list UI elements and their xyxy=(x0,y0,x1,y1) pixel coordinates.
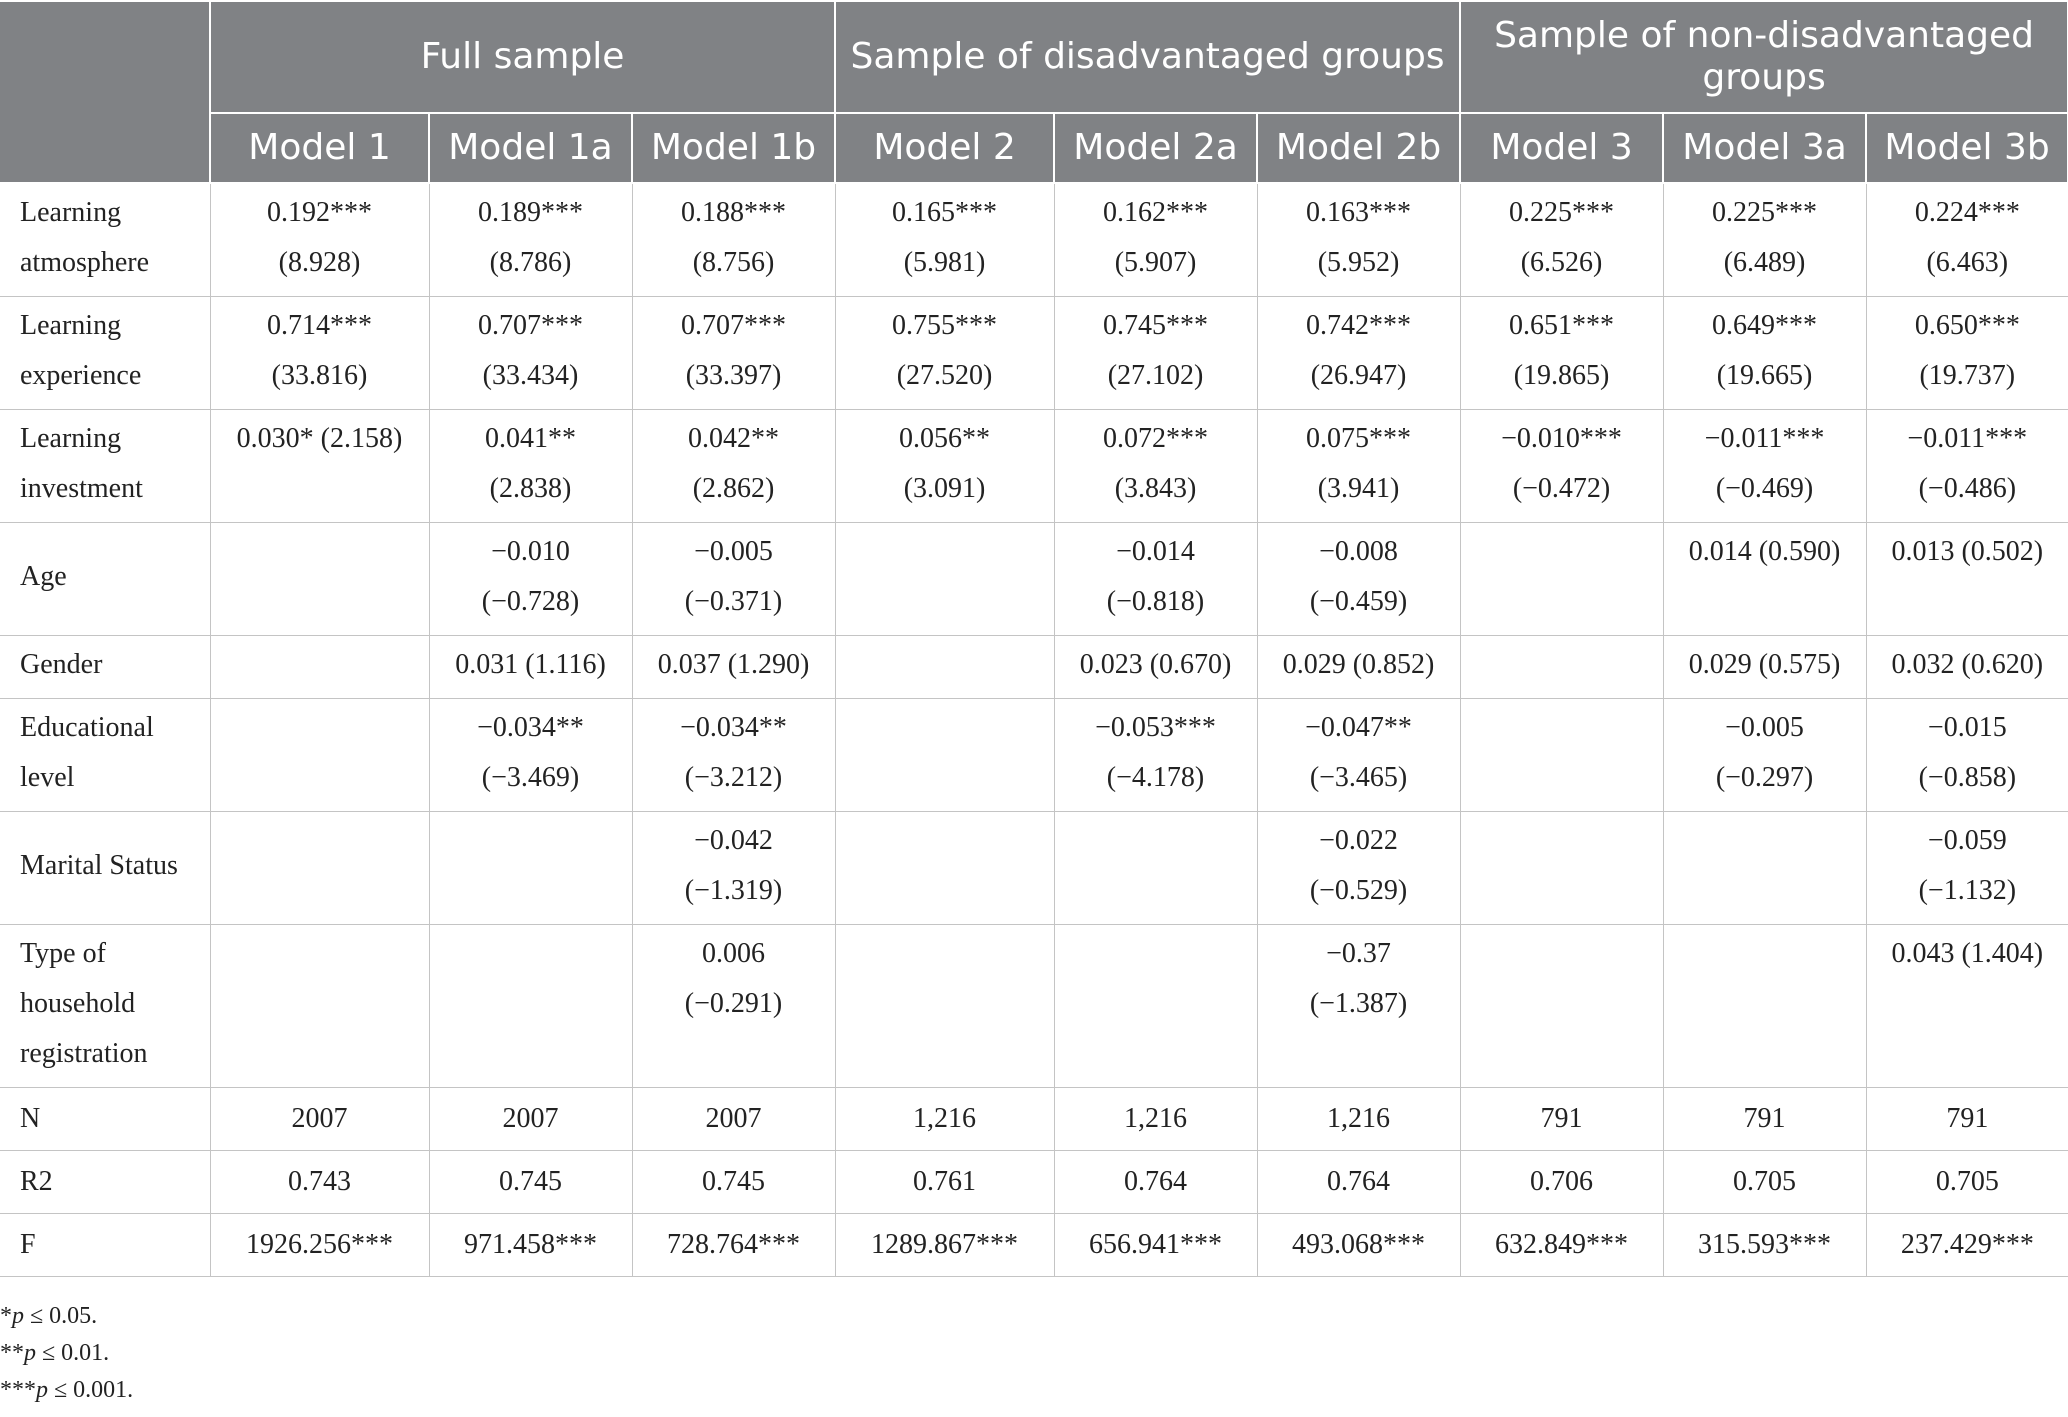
row-label: Learning atmosphere xyxy=(0,183,210,297)
coefficient-value: 0.745 xyxy=(499,1166,562,1197)
row-label: Age xyxy=(0,523,210,636)
coefficient-value: 2007 xyxy=(291,1103,348,1134)
table-cell xyxy=(210,1088,429,1151)
table-cell xyxy=(210,523,429,636)
table-cell xyxy=(1257,636,1460,699)
table-cell xyxy=(835,1151,1054,1214)
table-cell xyxy=(1054,1088,1257,1151)
table-cell xyxy=(1257,699,1460,812)
table-cell xyxy=(1054,636,1257,699)
table-cell xyxy=(632,410,835,523)
t-statistic-value: (−0.371) xyxy=(684,586,783,617)
coefficient-value: 0.755*** xyxy=(892,310,998,341)
coefficient-value: −0.008 xyxy=(1319,536,1398,567)
table-cell xyxy=(1866,1088,2068,1151)
coefficient-value: 0.192*** xyxy=(267,197,372,228)
coefficient-value: −0.010*** xyxy=(1501,423,1622,454)
coefficient-value: 0.056** xyxy=(899,423,991,454)
coefficient-value: 791 xyxy=(1540,1103,1583,1134)
coefficient-value: 971.458*** xyxy=(464,1229,597,1260)
coefficient-value: 0.029 (0.852) xyxy=(1282,649,1435,680)
t-statistic-value: (19.865) xyxy=(1513,360,1610,391)
footnote-threshold: ≤ 0.01. xyxy=(36,1340,110,1366)
table-cell xyxy=(429,636,632,699)
t-statistic-value: (19.737) xyxy=(1919,360,2016,391)
table-cell xyxy=(1257,410,1460,523)
coefficient-value: −0.014 xyxy=(1116,536,1195,567)
footnote-p: p xyxy=(36,1377,48,1403)
table-cell xyxy=(1866,699,2068,812)
coefficient-value: 0.037 (1.290) xyxy=(657,649,810,680)
coefficient-value: −0.047** xyxy=(1305,712,1412,743)
t-statistic-value: (−1.319) xyxy=(684,875,783,906)
table-cell xyxy=(210,297,429,410)
t-statistic-value: (−1.387) xyxy=(1309,988,1408,1019)
table-cell xyxy=(835,699,1054,812)
t-statistic-value: (8.756) xyxy=(692,247,775,278)
coefficient-value: 0.745 xyxy=(702,1166,766,1197)
coefficient-value: 0.707*** xyxy=(478,310,583,341)
coefficient-value: 1,216 xyxy=(913,1103,977,1134)
coefficient-value: 791 xyxy=(1946,1103,1989,1134)
coefficient-value: 0.650*** xyxy=(1914,310,2020,341)
table-cell xyxy=(1460,410,1663,523)
coefficient-value: −0.011*** xyxy=(1907,423,2028,454)
coefficient-value: 632.849*** xyxy=(1495,1229,1629,1260)
model-header: Model 1a xyxy=(429,113,632,183)
table-cell xyxy=(835,636,1054,699)
table-row xyxy=(0,410,2068,523)
table-cell xyxy=(632,1088,835,1151)
coefficient-value: −0.034** xyxy=(477,712,584,743)
table-cell xyxy=(1460,699,1663,812)
table-cell xyxy=(1663,1214,1866,1277)
t-statistic-value: (2.838) xyxy=(489,473,572,504)
coefficient-value: 0.029 (0.575) xyxy=(1688,649,1841,680)
table-cell xyxy=(429,183,632,297)
coefficient-value: 0.706 xyxy=(1530,1166,1594,1197)
coefficient-value: −0.042 xyxy=(694,825,773,856)
group-header-non-disadvantaged: Sample of non-disadvantaged groups xyxy=(1460,1,2068,113)
group-header-full-sample: Full sample xyxy=(210,1,835,113)
t-statistic-value: (3.091) xyxy=(903,473,986,504)
row-label: Learning investment xyxy=(0,410,210,523)
footnote-p: p xyxy=(24,1340,36,1366)
t-statistic-value: (−0.529) xyxy=(1309,875,1408,906)
table-cell xyxy=(1866,636,2068,699)
coefficient-value: 0.014 (0.590) xyxy=(1688,536,1841,567)
t-statistic-value: (−4.178) xyxy=(1106,762,1205,793)
table-cell xyxy=(429,812,632,925)
table-cell xyxy=(835,297,1054,410)
table-row xyxy=(0,1214,2068,1277)
coefficient-value: 0.224*** xyxy=(1914,197,2020,228)
table-cell xyxy=(1257,1151,1460,1214)
coefficient-value: 0.163*** xyxy=(1306,197,1412,228)
t-statistic-value: (33.434) xyxy=(482,360,579,391)
t-statistic-value: (27.102) xyxy=(1107,360,1204,391)
table-cell xyxy=(1663,297,1866,410)
table-cell xyxy=(1663,1088,1866,1151)
coefficient-value: 315.593*** xyxy=(1698,1229,1832,1260)
t-statistic-value: (27.520) xyxy=(896,360,993,391)
t-statistic-value: (5.907) xyxy=(1114,247,1197,278)
table-cell xyxy=(1054,183,1257,297)
coefficient-value: 0.225*** xyxy=(1712,197,1818,228)
table-cell xyxy=(429,523,632,636)
table-cell xyxy=(632,1214,835,1277)
table-row xyxy=(0,636,2068,699)
table-cell xyxy=(429,1151,632,1214)
table-cell xyxy=(1460,1088,1663,1151)
table-cell xyxy=(429,925,632,1088)
table-cell xyxy=(632,297,835,410)
t-statistic-value: (−0.728) xyxy=(481,586,580,617)
table-cell xyxy=(835,523,1054,636)
coefficient-value: 2007 xyxy=(705,1103,762,1134)
table-cell xyxy=(632,1151,835,1214)
coefficient-value: 1289.867*** xyxy=(871,1229,1019,1260)
table-cell xyxy=(835,1214,1054,1277)
coefficient-value: 0.743 xyxy=(288,1166,351,1197)
table-cell xyxy=(210,925,429,1088)
row-label: F xyxy=(0,1214,210,1277)
t-statistic-value: (−0.472) xyxy=(1512,473,1611,504)
table-cell xyxy=(210,1151,429,1214)
t-statistic-value: (3.941) xyxy=(1317,473,1400,504)
coefficient-value: 0.031 (1.116) xyxy=(455,649,606,680)
table-cell xyxy=(429,699,632,812)
table-cell xyxy=(429,1088,632,1151)
t-statistic-value: (3.843) xyxy=(1114,473,1197,504)
table-row xyxy=(0,297,2068,410)
table-cell xyxy=(429,297,632,410)
table-cell xyxy=(1054,1214,1257,1277)
model-header: Model 2 xyxy=(835,113,1054,183)
row-label: Marital Status xyxy=(0,812,210,925)
t-statistic-value: (5.981) xyxy=(903,247,986,278)
coefficient-value: 791 xyxy=(1743,1103,1786,1134)
coefficient-value: 0.225*** xyxy=(1509,197,1615,228)
table-cell xyxy=(1054,1151,1257,1214)
table-cell xyxy=(1054,297,1257,410)
table-cell xyxy=(1866,410,2068,523)
coefficient-value: −0.059 xyxy=(1927,825,2007,856)
footnote-threshold: ≤ 0.001. xyxy=(48,1377,134,1403)
footnote xyxy=(0,1298,133,1335)
model-header: Model 3 xyxy=(1460,113,1663,183)
coefficient-value: 0.651*** xyxy=(1509,310,1615,341)
coefficient-value: 0.705 xyxy=(1733,1166,1797,1197)
table-cell xyxy=(1460,812,1663,925)
table-cell xyxy=(1663,410,1866,523)
group-header-disadvantaged: Sample of disadvantaged groups xyxy=(835,1,1460,113)
table-cell xyxy=(835,1088,1054,1151)
coefficient-value: 0.032 (0.620) xyxy=(1891,649,2044,680)
table-cell xyxy=(1866,1214,2068,1277)
footnote-stars: ** xyxy=(0,1340,24,1366)
table-cell xyxy=(210,410,429,523)
model-header: Model 3b xyxy=(1866,113,2068,183)
model-header: Model 1 xyxy=(210,113,429,183)
coefficient-value: 0.649*** xyxy=(1712,310,1818,341)
table-cell xyxy=(835,812,1054,925)
coefficient-value: 0.013 (0.502) xyxy=(1891,536,2044,567)
coefficient-value: 0.043 (1.404) xyxy=(1891,938,2044,969)
coefficient-value: 728.764*** xyxy=(667,1229,801,1260)
coefficient-value: 0.189*** xyxy=(478,197,583,228)
table-cell xyxy=(1866,925,2068,1088)
table-cell xyxy=(210,699,429,812)
t-statistic-value: (6.526) xyxy=(1520,247,1603,278)
table-cell xyxy=(1460,1151,1663,1214)
table-row xyxy=(0,1088,2068,1151)
table-cell xyxy=(1460,636,1663,699)
table-cell xyxy=(1460,523,1663,636)
coefficient-value: 0.042** xyxy=(688,423,780,454)
coefficient-value: 0.705 xyxy=(1935,1166,1999,1197)
table-cell xyxy=(1054,925,1257,1088)
table-cell xyxy=(1054,699,1257,812)
t-statistic-value: (−1.132) xyxy=(1918,875,2017,906)
table-cell xyxy=(1460,183,1663,297)
t-statistic-value: (8.928) xyxy=(278,247,361,278)
table-cell xyxy=(835,925,1054,1088)
coefficient-value: 0.006 xyxy=(702,938,766,969)
coefficient-value: 0.761 xyxy=(913,1166,977,1197)
table-cell xyxy=(632,636,835,699)
table-cell xyxy=(1257,523,1460,636)
coefficient-value: −0.034** xyxy=(680,712,787,743)
coefficient-value: 1,216 xyxy=(1124,1103,1188,1134)
table-cell xyxy=(1257,183,1460,297)
coefficient-value: 0.162*** xyxy=(1103,197,1209,228)
coefficient-value: 0.023 (0.670) xyxy=(1079,649,1232,680)
table-footnotes xyxy=(0,1298,133,1409)
table-cell xyxy=(429,410,632,523)
table-cell xyxy=(1663,812,1866,925)
model-header: Model 2a xyxy=(1054,113,1257,183)
coefficient-value: 237.429*** xyxy=(1900,1229,2034,1260)
coefficient-value: 0.188*** xyxy=(681,197,787,228)
coefficient-value: 0.041** xyxy=(485,423,576,454)
table-row xyxy=(0,1151,2068,1214)
footnote xyxy=(0,1335,133,1372)
coefficient-value: 0.075*** xyxy=(1306,423,1412,454)
table-cell xyxy=(1460,1214,1663,1277)
table-cell xyxy=(1663,523,1866,636)
table-cell xyxy=(1866,812,2068,925)
coefficient-value: 1,216 xyxy=(1327,1103,1391,1134)
t-statistic-value: (33.816) xyxy=(271,360,368,391)
table-cell xyxy=(835,410,1054,523)
table-cell xyxy=(1663,1151,1866,1214)
coefficient-value: −0.37 xyxy=(1326,938,1391,969)
coefficient-value: 0.764 xyxy=(1124,1166,1188,1197)
row-label: N xyxy=(0,1088,210,1151)
coefficient-value: 0.714*** xyxy=(267,310,372,341)
table-cell xyxy=(1663,636,1866,699)
model-header: Model 2b xyxy=(1257,113,1460,183)
coefficient-value: 2007 xyxy=(502,1103,559,1134)
coefficient-value: 1926.256*** xyxy=(246,1229,393,1260)
table-cell xyxy=(1257,297,1460,410)
table-cell xyxy=(1054,410,1257,523)
table-cell xyxy=(210,183,429,297)
table-row xyxy=(0,699,2068,812)
table-cell xyxy=(429,1214,632,1277)
coefficient-value: −0.010 xyxy=(491,536,570,567)
coefficient-value: 0.165*** xyxy=(892,197,998,228)
table-cell xyxy=(210,636,429,699)
table-cell xyxy=(1257,812,1460,925)
t-statistic-value: (5.952) xyxy=(1317,247,1400,278)
table-cell xyxy=(1460,297,1663,410)
table-cell xyxy=(632,523,835,636)
coefficient-value: 656.941*** xyxy=(1089,1229,1223,1260)
t-statistic-value: (33.397) xyxy=(685,360,782,391)
coefficient-value: 0.745*** xyxy=(1103,310,1209,341)
t-statistic-value: (6.489) xyxy=(1723,247,1806,278)
table-cell xyxy=(1866,523,2068,636)
footnote-stars: * xyxy=(0,1303,12,1329)
row-label: Type of household registration xyxy=(0,925,210,1088)
footnote-p: p xyxy=(12,1303,24,1329)
t-statistic-value: (19.665) xyxy=(1716,360,1813,391)
table-cell xyxy=(1866,297,2068,410)
t-statistic-value: (−0.469) xyxy=(1715,473,1814,504)
table-cell xyxy=(1866,1151,2068,1214)
t-statistic-value: (−0.818) xyxy=(1106,586,1205,617)
table-cell xyxy=(632,699,835,812)
table-cell xyxy=(835,183,1054,297)
coefficient-value: 493.068*** xyxy=(1292,1229,1426,1260)
t-statistic-value: (−0.486) xyxy=(1918,473,2017,504)
t-statistic-value: (−3.212) xyxy=(684,762,783,793)
table-cell xyxy=(632,812,835,925)
table-cell xyxy=(1257,925,1460,1088)
t-statistic-value: (−0.297) xyxy=(1715,762,1814,793)
table-cell xyxy=(1257,1214,1460,1277)
t-statistic-value: (26.947) xyxy=(1310,360,1407,391)
corner-header xyxy=(0,1,210,183)
table-cell xyxy=(1866,183,2068,297)
table-row xyxy=(0,925,2068,1088)
t-statistic-value: (−0.858) xyxy=(1918,762,2017,793)
table-cell xyxy=(1054,523,1257,636)
t-statistic-value: (−3.469) xyxy=(481,762,580,793)
table-cell xyxy=(1054,812,1257,925)
t-statistic-value: (2.862) xyxy=(692,473,775,504)
coefficient-value: −0.022 xyxy=(1319,825,1398,856)
coefficient-value: 0.742*** xyxy=(1306,310,1412,341)
table-cell xyxy=(210,812,429,925)
table-cell xyxy=(632,183,835,297)
footnote-threshold: ≤ 0.05. xyxy=(24,1303,98,1329)
row-label: Gender xyxy=(0,636,210,699)
t-statistic-value: (8.786) xyxy=(489,247,572,278)
t-statistic-value: (6.463) xyxy=(1926,247,2009,278)
table-cell xyxy=(210,1214,429,1277)
table-cell xyxy=(1460,925,1663,1088)
row-label: R2 xyxy=(0,1151,210,1214)
t-statistic-value: (−0.459) xyxy=(1309,586,1408,617)
table-cell xyxy=(632,925,835,1088)
coefficient-value: −0.011*** xyxy=(1704,423,1825,454)
coefficient-value: 0.764 xyxy=(1327,1166,1391,1197)
table-row xyxy=(0,523,2068,636)
row-label: Learning experience xyxy=(0,297,210,410)
table-row xyxy=(0,812,2068,925)
footnote xyxy=(0,1372,133,1409)
footnote-stars: *** xyxy=(0,1377,36,1403)
coefficient-value: −0.005 xyxy=(1725,712,1804,743)
coefficient-value: −0.053*** xyxy=(1095,712,1216,743)
row-label: Educational level xyxy=(0,699,210,812)
coefficient-value: −0.015 xyxy=(1927,712,2007,743)
table-cell xyxy=(1663,925,1866,1088)
table-cell xyxy=(1663,183,1866,297)
t-statistic-value: (−3.465) xyxy=(1309,762,1408,793)
coefficient-value: 0.030* (2.158) xyxy=(236,423,403,454)
coefficient-value: 0.707*** xyxy=(681,310,787,341)
table-cell xyxy=(1257,1088,1460,1151)
model-header: Model 1b xyxy=(632,113,835,183)
model-header: Model 3a xyxy=(1663,113,1866,183)
coefficient-value: −0.005 xyxy=(694,536,773,567)
table-row xyxy=(0,183,2068,297)
table-cell xyxy=(1663,699,1866,812)
coefficient-value: 0.072*** xyxy=(1103,423,1209,454)
t-statistic-value: (−0.291) xyxy=(684,988,783,1019)
